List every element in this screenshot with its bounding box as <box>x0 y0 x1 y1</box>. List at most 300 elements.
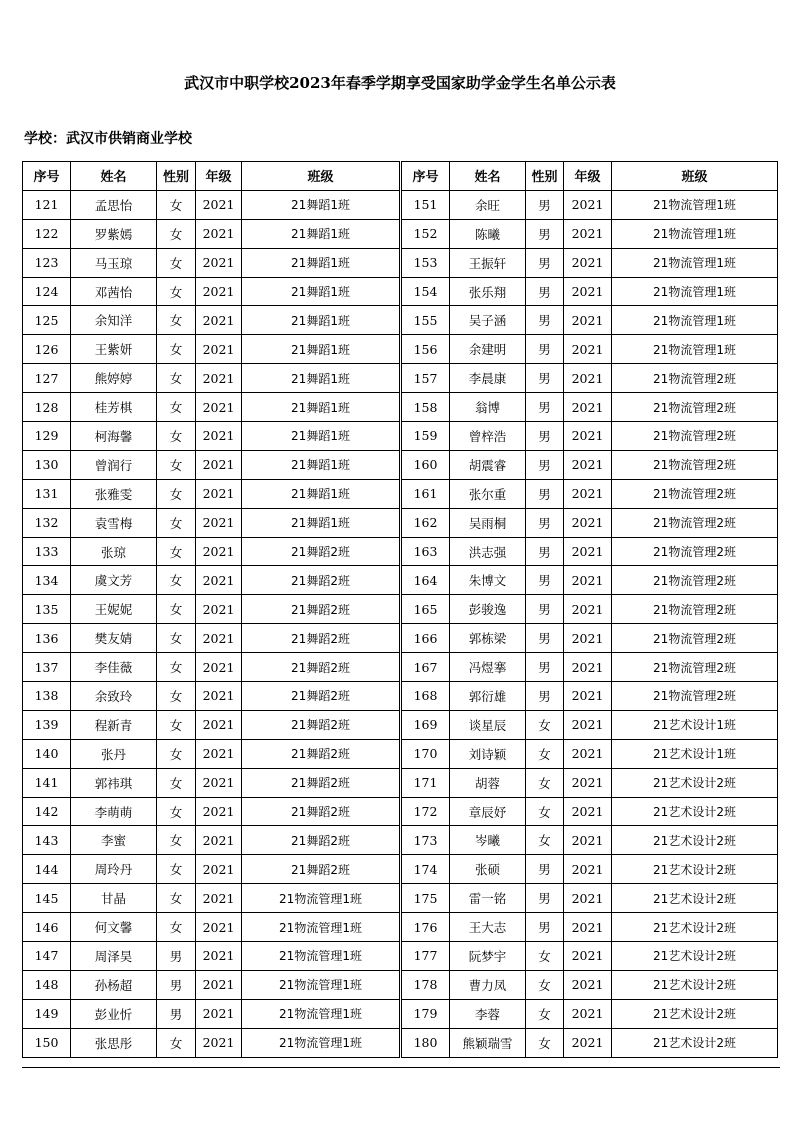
index-cell: 180 <box>402 1028 450 1057</box>
index-cell: 126 <box>23 335 71 364</box>
gender-cell: 女 <box>526 1028 564 1057</box>
index-cell: 170 <box>402 739 450 768</box>
gender-cell: 女 <box>157 653 196 682</box>
table-row <box>402 566 778 595</box>
grade-cell: 2021 <box>564 942 612 971</box>
gender-cell: 男 <box>526 219 564 248</box>
name-cell: 何文馨 <box>71 913 157 942</box>
class-cell: 21舞蹈1班 <box>242 306 400 335</box>
name-cell: 张雅雯 <box>71 479 157 508</box>
table-row <box>402 364 778 393</box>
grade-cell: 2021 <box>564 624 612 653</box>
index-cell: 150 <box>23 1028 71 1057</box>
name-cell: 彭业忻 <box>71 999 157 1028</box>
name-cell: 章辰妤 <box>450 797 526 826</box>
class-cell: 21舞蹈1班 <box>242 450 400 479</box>
name-cell: 李蜜 <box>71 826 157 855</box>
index-cell: 136 <box>23 624 71 653</box>
table-row <box>402 653 778 682</box>
name-cell: 张思彤 <box>71 1028 157 1057</box>
grade-cell: 2021 <box>196 624 242 653</box>
index-cell: 130 <box>23 450 71 479</box>
gender-cell: 女 <box>526 797 564 826</box>
index-cell: 172 <box>402 797 450 826</box>
table-row <box>23 913 400 942</box>
grade-cell: 2021 <box>196 190 242 219</box>
class-cell: 21物流管理1班 <box>612 190 778 219</box>
index-cell: 179 <box>402 999 450 1028</box>
class-cell: 21舞蹈2班 <box>242 826 400 855</box>
class-cell: 21物流管理2班 <box>612 595 778 624</box>
name-cell: 张硕 <box>450 855 526 884</box>
gender-cell: 男 <box>526 393 564 422</box>
name-cell: 吴子涵 <box>450 306 526 335</box>
header-class: 班级 <box>242 162 400 191</box>
name-cell: 曹力凤 <box>450 970 526 999</box>
index-cell: 167 <box>402 653 450 682</box>
header-name: 姓名 <box>71 162 157 191</box>
name-cell: 李晨康 <box>450 364 526 393</box>
header-index: 序号 <box>402 162 450 191</box>
table-row <box>23 710 400 739</box>
class-cell: 21舞蹈1班 <box>242 393 400 422</box>
class-cell: 21艺术设计2班 <box>612 913 778 942</box>
index-cell: 127 <box>23 364 71 393</box>
roster-table-right <box>401 161 778 1058</box>
name-cell: 郭衍雄 <box>450 682 526 711</box>
index-cell: 173 <box>402 826 450 855</box>
bottom-rule <box>22 1067 780 1068</box>
class-cell: 21舞蹈2班 <box>242 624 400 653</box>
grade-cell: 2021 <box>196 393 242 422</box>
gender-cell: 女 <box>157 566 196 595</box>
gender-cell: 女 <box>157 277 196 306</box>
gender-cell: 女 <box>157 768 196 797</box>
table-row <box>402 826 778 855</box>
gender-cell: 女 <box>526 710 564 739</box>
name-cell: 余致玲 <box>71 682 157 711</box>
table-row <box>402 913 778 942</box>
index-cell: 142 <box>23 797 71 826</box>
class-cell: 21物流管理2班 <box>612 537 778 566</box>
school-name: 武汉市供销商业学校 <box>66 131 192 147</box>
table-row <box>23 190 400 219</box>
index-cell: 144 <box>23 855 71 884</box>
gender-cell: 女 <box>526 999 564 1028</box>
name-cell: 雷一铭 <box>450 884 526 913</box>
class-cell: 21物流管理2班 <box>612 393 778 422</box>
gender-cell: 男 <box>526 595 564 624</box>
name-cell: 陈曦 <box>450 219 526 248</box>
header-grade: 年级 <box>196 162 242 191</box>
table-row <box>402 855 778 884</box>
name-cell: 冯煜搴 <box>450 653 526 682</box>
table-row <box>402 479 778 508</box>
gender-cell: 男 <box>526 306 564 335</box>
table-row <box>402 508 778 537</box>
gender-cell: 女 <box>157 595 196 624</box>
class-cell: 21舞蹈1班 <box>242 508 400 537</box>
index-cell: 138 <box>23 682 71 711</box>
name-cell: 郭栋梁 <box>450 624 526 653</box>
class-cell: 21舞蹈1班 <box>242 479 400 508</box>
gender-cell: 女 <box>157 306 196 335</box>
grade-cell: 2021 <box>564 797 612 826</box>
table-row <box>402 335 778 364</box>
grade-cell: 2021 <box>564 450 612 479</box>
grade-cell: 2021 <box>564 422 612 451</box>
grade-cell: 2021 <box>564 682 612 711</box>
index-cell: 156 <box>402 335 450 364</box>
name-cell: 李佳薇 <box>71 653 157 682</box>
class-cell: 21物流管理1班 <box>242 884 400 913</box>
gender-cell: 女 <box>157 739 196 768</box>
name-cell: 王紫妍 <box>71 335 157 364</box>
gender-cell: 男 <box>526 479 564 508</box>
table-row <box>23 508 400 537</box>
table-row <box>23 1028 400 1057</box>
table-row <box>402 942 778 971</box>
gender-cell: 男 <box>526 248 564 277</box>
class-cell: 21艺术设计2班 <box>612 855 778 884</box>
class-cell: 21舞蹈1班 <box>242 422 400 451</box>
table-row <box>23 537 400 566</box>
grade-cell: 2021 <box>196 884 242 913</box>
gender-cell: 女 <box>157 913 196 942</box>
gender-cell: 女 <box>157 364 196 393</box>
grade-cell: 2021 <box>564 739 612 768</box>
name-cell: 罗紫嫣 <box>71 219 157 248</box>
name-cell: 岑曦 <box>450 826 526 855</box>
name-cell: 熊颖瑞雪 <box>450 1028 526 1057</box>
name-cell: 李萌萌 <box>71 797 157 826</box>
grade-cell: 2021 <box>564 248 612 277</box>
name-cell: 孙杨超 <box>71 970 157 999</box>
grade-cell: 2021 <box>564 508 612 537</box>
header-row <box>23 162 400 191</box>
class-cell: 21艺术设计2班 <box>612 826 778 855</box>
gender-cell: 男 <box>526 335 564 364</box>
class-cell: 21物流管理1班 <box>612 335 778 364</box>
index-cell: 135 <box>23 595 71 624</box>
grade-cell: 2021 <box>196 335 242 364</box>
gender-cell: 男 <box>157 942 196 971</box>
grade-cell: 2021 <box>196 566 242 595</box>
grade-cell: 2021 <box>196 595 242 624</box>
index-cell: 148 <box>23 970 71 999</box>
class-cell: 21舞蹈1班 <box>242 364 400 393</box>
gender-cell: 男 <box>526 855 564 884</box>
index-cell: 140 <box>23 739 71 768</box>
class-cell: 21物流管理1班 <box>242 942 400 971</box>
class-cell: 21艺术设计2班 <box>612 970 778 999</box>
table-row <box>402 306 778 335</box>
index-cell: 128 <box>23 393 71 422</box>
index-cell: 158 <box>402 393 450 422</box>
class-cell: 21物流管理1班 <box>612 277 778 306</box>
index-cell: 149 <box>23 999 71 1028</box>
name-cell: 孟思怡 <box>71 190 157 219</box>
table-row <box>23 566 400 595</box>
class-cell: 21舞蹈2班 <box>242 739 400 768</box>
grade-cell: 2021 <box>196 422 242 451</box>
grade-cell: 2021 <box>196 768 242 797</box>
gender-cell: 男 <box>526 277 564 306</box>
class-cell: 21物流管理1班 <box>612 248 778 277</box>
roster-table-left <box>22 161 400 1058</box>
class-cell: 21舞蹈1班 <box>242 335 400 364</box>
class-cell: 21物流管理1班 <box>242 913 400 942</box>
grade-cell: 2021 <box>196 1028 242 1057</box>
grade-cell: 2021 <box>564 653 612 682</box>
class-cell: 21舞蹈2班 <box>242 566 400 595</box>
gender-cell: 女 <box>157 219 196 248</box>
grade-cell: 2021 <box>196 508 242 537</box>
name-cell: 王妮妮 <box>71 595 157 624</box>
name-cell: 樊友婧 <box>71 624 157 653</box>
name-cell: 谈星辰 <box>450 710 526 739</box>
table-row <box>402 999 778 1028</box>
table-row <box>23 277 400 306</box>
index-cell: 146 <box>23 913 71 942</box>
grade-cell: 2021 <box>196 479 242 508</box>
index-cell: 164 <box>402 566 450 595</box>
gender-cell: 女 <box>157 826 196 855</box>
index-cell: 155 <box>402 306 450 335</box>
gender-cell: 女 <box>157 393 196 422</box>
grade-cell: 2021 <box>196 797 242 826</box>
name-cell: 张尔重 <box>450 479 526 508</box>
table-row <box>23 855 400 884</box>
grade-cell: 2021 <box>564 970 612 999</box>
gender-cell: 男 <box>526 508 564 537</box>
class-cell: 21舞蹈1班 <box>242 219 400 248</box>
class-cell: 21艺术设计2班 <box>612 884 778 913</box>
gender-cell: 女 <box>157 479 196 508</box>
table-row <box>23 826 400 855</box>
class-cell: 21物流管理2班 <box>612 450 778 479</box>
index-cell: 145 <box>23 884 71 913</box>
table-row <box>23 624 400 653</box>
gender-cell: 女 <box>526 942 564 971</box>
name-cell: 程新青 <box>71 710 157 739</box>
table-row <box>23 970 400 999</box>
table-row <box>23 942 400 971</box>
grade-cell: 2021 <box>564 1028 612 1057</box>
gender-cell: 男 <box>526 653 564 682</box>
grade-cell: 2021 <box>564 595 612 624</box>
index-cell: 160 <box>402 450 450 479</box>
grade-cell: 2021 <box>196 653 242 682</box>
grade-cell: 2021 <box>196 682 242 711</box>
table-row <box>23 768 400 797</box>
table-row <box>402 682 778 711</box>
name-cell: 李蓉 <box>450 999 526 1028</box>
class-cell: 21舞蹈2班 <box>242 797 400 826</box>
index-cell: 162 <box>402 508 450 537</box>
gender-cell: 女 <box>157 450 196 479</box>
gender-cell: 女 <box>157 1028 196 1057</box>
table-row <box>23 422 400 451</box>
gender-cell: 女 <box>157 710 196 739</box>
table-row <box>402 624 778 653</box>
index-cell: 161 <box>402 479 450 508</box>
class-cell: 21艺术设计2班 <box>612 768 778 797</box>
class-cell: 21物流管理2班 <box>612 479 778 508</box>
gender-cell: 女 <box>526 739 564 768</box>
gender-cell: 男 <box>526 884 564 913</box>
class-cell: 21舞蹈2班 <box>242 710 400 739</box>
grade-cell: 2021 <box>196 537 242 566</box>
table-row <box>402 190 778 219</box>
index-cell: 129 <box>23 422 71 451</box>
gender-cell: 女 <box>526 768 564 797</box>
name-cell: 虞文芳 <box>71 566 157 595</box>
index-cell: 163 <box>402 537 450 566</box>
class-cell: 21舞蹈1班 <box>242 277 400 306</box>
table-row <box>402 248 778 277</box>
name-cell: 马玉琼 <box>71 248 157 277</box>
name-cell: 吴雨桐 <box>450 508 526 537</box>
class-cell: 21舞蹈1班 <box>242 248 400 277</box>
grade-cell: 2021 <box>196 219 242 248</box>
table-row <box>23 479 400 508</box>
gender-cell: 男 <box>526 913 564 942</box>
table-row <box>23 682 400 711</box>
table-row <box>402 884 778 913</box>
gender-cell: 男 <box>157 970 196 999</box>
grade-cell: 2021 <box>196 306 242 335</box>
name-cell: 柯海馨 <box>71 422 157 451</box>
index-cell: 169 <box>402 710 450 739</box>
header-index: 序号 <box>23 162 71 191</box>
gender-cell: 男 <box>526 422 564 451</box>
grade-cell: 2021 <box>564 884 612 913</box>
grade-cell: 2021 <box>564 768 612 797</box>
index-cell: 152 <box>402 219 450 248</box>
class-cell: 21物流管理2班 <box>612 566 778 595</box>
index-cell: 171 <box>402 768 450 797</box>
gender-cell: 男 <box>526 566 564 595</box>
name-cell: 郭祎琪 <box>71 768 157 797</box>
gender-cell: 女 <box>157 797 196 826</box>
grade-cell: 2021 <box>196 248 242 277</box>
index-cell: 154 <box>402 277 450 306</box>
grade-cell: 2021 <box>196 999 242 1028</box>
grade-cell: 2021 <box>564 999 612 1028</box>
name-cell: 张丹 <box>71 739 157 768</box>
grade-cell: 2021 <box>564 219 612 248</box>
table-row <box>23 306 400 335</box>
table-row <box>402 1028 778 1057</box>
name-cell: 曾梓浩 <box>450 422 526 451</box>
index-cell: 175 <box>402 884 450 913</box>
table-row <box>23 335 400 364</box>
index-cell: 134 <box>23 566 71 595</box>
name-cell: 阮梦宇 <box>450 942 526 971</box>
table-row <box>23 999 400 1028</box>
class-cell: 21物流管理2班 <box>612 653 778 682</box>
class-cell: 21艺术设计2班 <box>612 797 778 826</box>
table-row <box>402 422 778 451</box>
grade-cell: 2021 <box>196 450 242 479</box>
grade-cell: 2021 <box>196 739 242 768</box>
grade-cell: 2021 <box>196 277 242 306</box>
class-cell: 21舞蹈2班 <box>242 653 400 682</box>
index-cell: 121 <box>23 190 71 219</box>
class-cell: 21物流管理2班 <box>612 364 778 393</box>
grade-cell: 2021 <box>196 970 242 999</box>
table-row <box>23 739 400 768</box>
table-row <box>402 710 778 739</box>
name-cell: 洪志强 <box>450 537 526 566</box>
name-cell: 桂芳棋 <box>71 393 157 422</box>
name-cell: 邓茜怡 <box>71 277 157 306</box>
table-row <box>23 364 400 393</box>
gender-cell: 女 <box>157 248 196 277</box>
name-cell: 胡蓉 <box>450 768 526 797</box>
index-cell: 122 <box>23 219 71 248</box>
gender-cell: 女 <box>157 190 196 219</box>
name-cell: 余旺 <box>450 190 526 219</box>
class-cell: 21物流管理2班 <box>612 422 778 451</box>
name-cell: 周泽昊 <box>71 942 157 971</box>
gender-cell: 女 <box>526 826 564 855</box>
table-row <box>402 219 778 248</box>
index-cell: 166 <box>402 624 450 653</box>
index-cell: 133 <box>23 537 71 566</box>
name-cell: 刘诗颖 <box>450 739 526 768</box>
table-row <box>402 970 778 999</box>
table-row <box>23 450 400 479</box>
class-cell: 21物流管理2班 <box>612 682 778 711</box>
name-cell: 翁博 <box>450 393 526 422</box>
table-row <box>402 768 778 797</box>
grade-cell: 2021 <box>564 710 612 739</box>
grade-cell: 2021 <box>564 335 612 364</box>
index-cell: 141 <box>23 768 71 797</box>
index-cell: 125 <box>23 306 71 335</box>
grade-cell: 2021 <box>564 306 612 335</box>
class-cell: 21艺术设计1班 <box>612 710 778 739</box>
header-gender: 性别 <box>157 162 196 191</box>
index-cell: 178 <box>402 970 450 999</box>
table-row <box>23 393 400 422</box>
grade-cell: 2021 <box>564 913 612 942</box>
index-cell: 132 <box>23 508 71 537</box>
table-row <box>402 393 778 422</box>
class-cell: 21物流管理1班 <box>242 970 400 999</box>
table-row <box>23 797 400 826</box>
grade-cell: 2021 <box>564 393 612 422</box>
grade-cell: 2021 <box>196 855 242 884</box>
table-row <box>23 248 400 277</box>
name-cell: 甘晶 <box>71 884 157 913</box>
table-row <box>402 739 778 768</box>
grade-cell: 2021 <box>196 913 242 942</box>
class-cell: 21舞蹈2班 <box>242 682 400 711</box>
name-cell: 熊婷婷 <box>71 364 157 393</box>
gender-cell: 男 <box>526 190 564 219</box>
gender-cell: 男 <box>526 364 564 393</box>
grade-cell: 2021 <box>564 277 612 306</box>
grade-cell: 2021 <box>564 190 612 219</box>
header-row <box>402 162 778 191</box>
gender-cell: 女 <box>157 855 196 884</box>
grade-cell: 2021 <box>564 826 612 855</box>
class-cell: 21艺术设计1班 <box>612 739 778 768</box>
class-cell: 21舞蹈2班 <box>242 855 400 884</box>
